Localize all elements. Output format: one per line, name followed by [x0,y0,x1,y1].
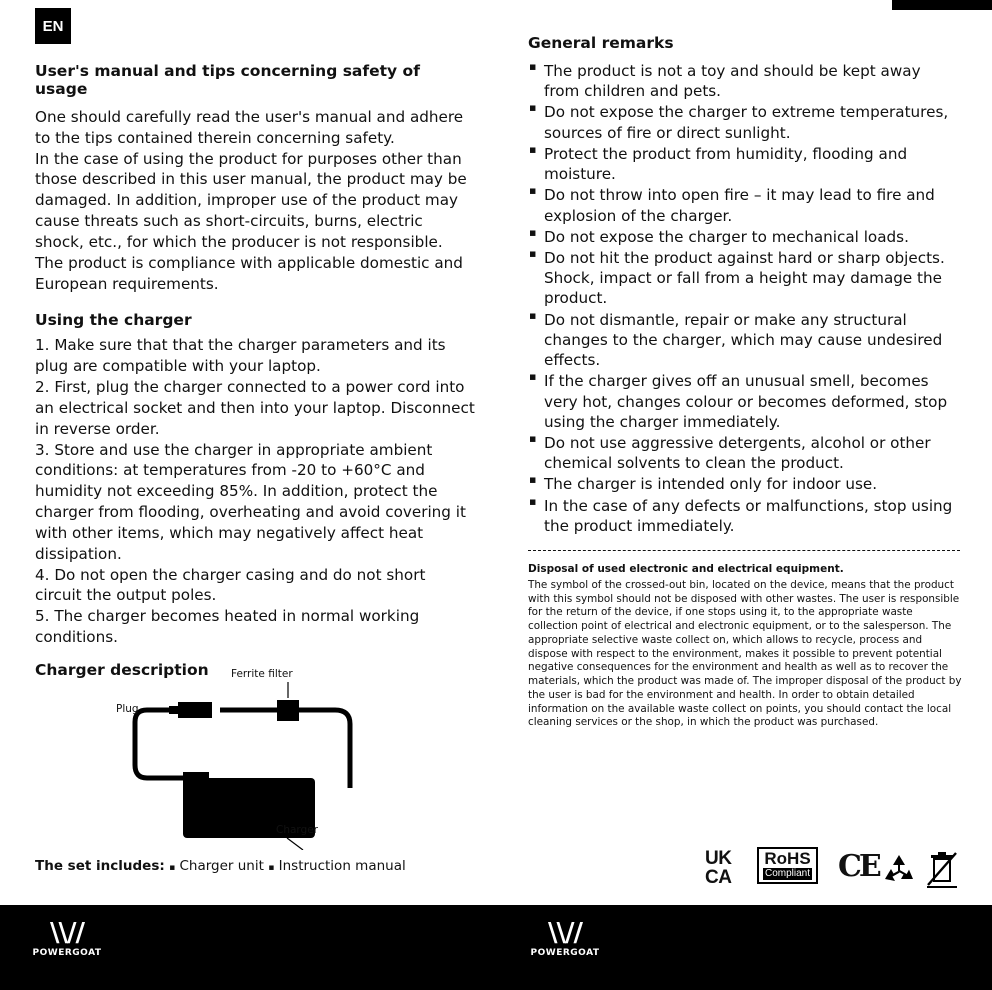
brand-name-center: POWERGOAT [530,948,600,958]
top-black-strip [892,0,992,10]
charger-diagram-svg [35,660,475,850]
brand-name-left: POWERGOAT [32,948,102,958]
list-item: ▪ In the case of any defects or malfunctions, stop using the product immediately. [528,496,960,536]
section-title-safety: User's manual and tips concerning safety of usage [35,62,420,98]
set-includes-item-1: Charger unit [179,858,264,874]
bullet-square-icon-2: ▪ [268,863,275,873]
using-charger-step-5: 5. The charger becomes heated in normal working conditions. [35,607,420,647]
list-item: ▪ Do not hit the product against hard or sharp objects. Shock, impact or fall from a height may damage the product. [528,248,960,309]
using-charger-step-1: 1. Make sure that that the charger parameters and its plug are compatible with your laptop. [35,336,446,376]
brand-logo-center [520,920,610,976]
bullet-square-icon: ▪ [169,863,176,873]
section-title-charger-description: Charger description [35,660,209,679]
diagram-label-charger: Charger [276,824,318,836]
weee-crossed-bin-icon [925,849,959,895]
using-charger-steps [35,335,475,647]
list-item: ▪ The charger is intended only for indoor use. [528,474,960,494]
section-divider [528,550,960,551]
recycle-icon [880,851,918,893]
certification-marks [700,845,960,897]
using-charger-step-4: 4. Do not open the charger casing and do not short circuit the output poles. [35,565,426,605]
list-item: ▪ The product is not a toy and should be kept away from children and pets. [528,61,960,101]
safety-paragraph-2: In the case of using the product for purposes other than those described in this user manual, the product may be damaged. In addition, improper use of the product may cause threats such as short-circuits, burns, electric shock, etc., for which the producer is not responsible. [35,149,467,251]
list-item: ▪ Do not expose the charger to extreme temperatures, sources of fire or direct sunlight. [528,102,960,142]
section-title-general-remarks: General remarks [528,34,674,52]
ukca-mark [705,849,731,887]
safety-paragraphs [35,107,475,294]
ukca-line-1: UK [705,848,732,869]
charger-diagram [35,660,475,850]
list-item: ▪ Do not throw into open fire – it may lead to fire and explosion of the charger. [528,185,960,225]
safety-paragraph-1: One should carefully read the user's manual and adhere to the tips contained therein concerning safety. [35,108,464,147]
set-includes-item-2: Instruction manual [278,858,406,874]
set-includes-label: The set includes: [35,858,165,874]
general-remarks-list [528,61,960,536]
language-badge: EN [35,8,71,44]
list-item: ▪ Do not expose the charger to mechanical loads. [528,227,960,247]
goat-icon: \\// [50,918,84,948]
left-column [35,62,475,688]
using-charger-step-3: 3. Store and use the charger in appropriate ambient conditions: at temperatures from -20 to +60°C and humidity not exceeding 85%. In addition, protect the charger from flooding, overheating and avoid covering it with other items, which may negatively affect heat dissipation. [35,440,466,563]
ce-mark: CE [838,849,879,884]
right-column [528,34,960,537]
list-item: ▪ If the charger gives off an unusual smell, becomes very hot, changes colour or becomes deformed, stop using the charger immediately. [528,371,960,432]
section-title-using-charger: Using the charger [35,311,192,330]
set-includes [35,858,406,874]
using-charger-step-2: 2. First, plug the charger connected to a power cord into an electrical socket and then into your laptop. Disconnect in reverse order. [35,378,475,438]
diagram-label-plug: Plug [116,703,139,715]
footer-band [0,905,992,990]
disposal-title: Disposal of used electronic and electrical equipment. [528,563,844,575]
brand-logo-left [22,920,112,976]
disposal-section [528,563,962,730]
diagram-label-ferrite-filter: Ferrite filter [231,668,293,680]
list-item: ▪ Do not dismantle, repair or make any structural changes to the charger, which may cause undesired effects. [528,310,960,371]
ukca-line-2: CA [705,867,732,888]
disposal-text: The symbol of the crossed-out bin, located on the device, means that the product with this symbol should not be disposed with other wastes. The user is responsible for the return of the device, if one stops using it, to the appropriate waste collection point of electrical and electronic equipment, or to the salesperson. The appropriate selective waste collect on, which allows to recycle, process and dispose with respect to the environment, makes it possible to prevent potential negative consequences for the environment and health as well as to recover the materials, which the product was made of. The improper disposal of the product by the user is bad for the environment and health. In order to obtain detailed information on the available waste collect on points, you should contact the local cleaning services or the shop, in which the product was purchased. [528,579,962,729]
goat-icon-2: \\// [548,918,582,948]
rohs-line-1: RoHS [764,849,811,868]
list-item: ▪ Protect the product from humidity, flooding and moisture. [528,144,960,184]
list-item: ▪ Do not use aggressive detergents, alcohol or other chemical solvents to clean the product. [528,433,960,473]
safety-paragraph-3: The product is compliance with applicable domestic and European requirements. [35,253,463,293]
rohs-mark [757,847,818,884]
rohs-line-2: Compliant [765,868,811,879]
